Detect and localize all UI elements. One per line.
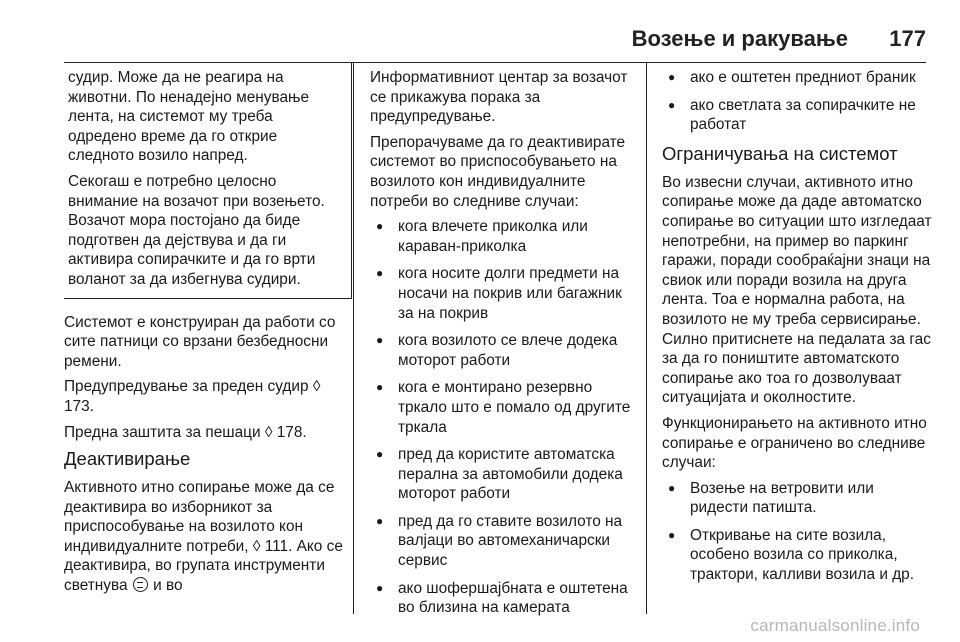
column-2: [370, 62, 638, 626]
heading-system-limitations: Ограничувања на системот: [662, 142, 898, 164]
list-item: ● пред да го ставите возилото на валјаци во автомеханичарски сервис: [370, 512, 638, 571]
watermark: carmanualsonline.info: [750, 616, 920, 635]
list-item: ● Возење на ветровити или ридести патишта.: [662, 479, 932, 518]
list-item: ● ако е оштетен предниот браник: [662, 68, 932, 88]
list-item: ● кога возилото се влече додека моторот работи: [370, 331, 638, 370]
list-item: ● кога носите долги предмети на носачи на покрив или багажник за на покрив: [370, 264, 638, 323]
limited-cases-list: [662, 479, 932, 585]
list-item: ● Откривање на сите возила, особено возила со приколка, трактори, калливи возила и др.: [662, 526, 932, 585]
list-item: ● пред да користите автоматска перална за автомобили додека моторот работи: [370, 445, 638, 504]
deactivation-text: Активното итно сопирање може да се деактивира во изборникот за приспособување на возилото кон индивидуалните потреби, ◊ 111. Ако се деактивира, во групата инструменти светнува: [64, 479, 343, 595]
warning-note-box: [64, 62, 352, 299]
deactivation-cases-list: [370, 217, 638, 618]
note-paragraph-2: Секогаш е потребно целосно внимание на возачот при возењето. Возачот мора постојано да биде подготвен да дејствува и да ги активира сопирачките и да го врти воланот за да избегнува судири.: [68, 172, 325, 288]
paragraph-recommendation: Препорачуваме да го деактивирате системот во приспособувањето на возилото кон индивидуалните потреби во следниве случаи:: [370, 133, 626, 210]
paragraph-collision-warning-link[interactable]: Предупредување за преден судир ◊ 173.: [64, 378, 321, 415]
paragraph-deactivation: [64, 478, 344, 596]
column-3: [662, 62, 932, 593]
list-item: ● ако шофершајбната е оштетена во близина на камерата: [370, 579, 638, 618]
page-header: [0, 0, 960, 62]
paragraph-limitations: Во извесни случаи, активното итно сопирање може да даде автоматско сопирање во ситуации што изгледаат непотребни, на пример во паркинг гаражи, поради сообраќајни знаци на свиок или поради возила на друга лента. Тоа е нормална работа, на возилото не му треба сервисирање. Силно притиснете на педалата за гас за да го поништите автоматското сопирање ако тоа го дозволуваат ситуацијата и околностите.: [662, 173, 932, 407]
list-item: ● кога е монтирано резервно тркало што е помало од другите тркала: [370, 378, 638, 437]
paragraph-limited-cases: Функционирањето на активното итно сопирање е ограничено во следниве случаи:: [662, 414, 927, 472]
note-paragraph-1: судир. Може да не реагира на животни. По ненадејно менување лента, на системот му треба одредено време да го открие следното возило напред.: [68, 69, 310, 165]
deactivation-cases-list-cont: [662, 68, 932, 135]
emergency-braking-off-icon: [133, 577, 148, 592]
column-divider-2: [646, 62, 647, 614]
deactivation-text-tail: и во: [148, 577, 183, 595]
column-1: [64, 62, 344, 602]
heading-deactivation: Деактивирање: [64, 448, 191, 470]
list-item: ● кога влечете приколка или караван-приколка: [370, 217, 638, 256]
paragraph-pedestrian-protection-link[interactable]: Предна заштита за пешаци ◊ 178.: [64, 423, 307, 441]
list-item: ● ако светлата за сопирачките не работат: [662, 96, 932, 135]
paragraph-driver-info: Информативниот центар за возачот се прикажува порака за предупредување.: [370, 69, 628, 126]
page-number: 177: [889, 26, 926, 51]
section-title: Возење и ракување: [631, 26, 848, 51]
column-divider-1: [353, 62, 354, 614]
paragraph-seatbelts: Системот е конструиран да работи со сите патници со врзани безбедносни ремени.: [64, 313, 336, 370]
